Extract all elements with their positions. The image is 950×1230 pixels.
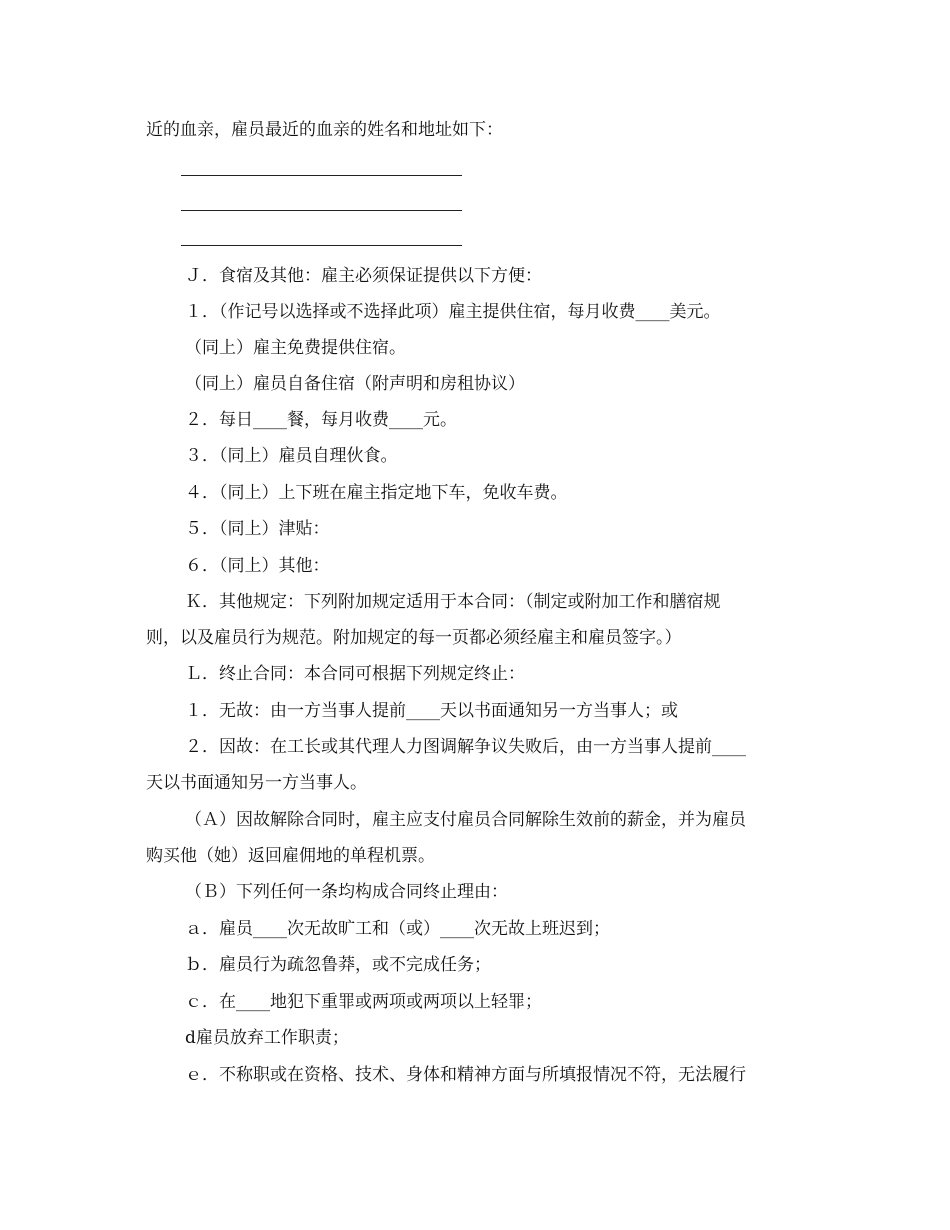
text-line: 购买他（她）返回雇佣地的单程机票。 — [146, 846, 435, 866]
text-line: ６．（同上）其他： — [185, 556, 330, 576]
text-line: （Ａ）因故解除合同时，雇主应支付雇员合同解除生效前的薪金，并为雇员 — [185, 810, 746, 830]
text-line: ｅ．不称职或在资格、技术、身体和精神方面与所填报情况不符，无法履行 — [185, 1065, 746, 1085]
text-line: １．无故：由一方当事人提前____天以书面通知另一方当事人；或 — [185, 701, 678, 721]
text-line: ３．（同上）雇员自理伙食。 — [185, 446, 398, 466]
text-line: ５．（同上）津贴： — [185, 519, 330, 539]
text-line: ２．每日____餐，每月收费____元。 — [185, 410, 457, 430]
text-line: ｂ．雇员行为疏忽鲁莽，或不完成任务； — [185, 955, 491, 975]
text-line: （同上）雇主免费提供住宿。 — [185, 338, 406, 358]
section-j-heading: Ｊ．食宿及其他：雇主必须保证提供以下方便： — [185, 266, 542, 286]
text-line: d雇员放弃工作职责； — [185, 1028, 349, 1048]
text-line: ｃ．在____地犯下重罪或两项或两项以上轻罪； — [185, 992, 542, 1012]
section-l-heading: Ｌ．终止合同：本合同可根据下列规定终止： — [185, 664, 525, 684]
text-line: （同上）雇员自备住宿（附声明和房租协议） — [185, 374, 525, 394]
text-line: （Ｂ）下列任何一条均构成合同终止理由： — [185, 882, 508, 902]
text-line: 则，以及雇员行为规范。附加规定的每一页都必须经雇主和雇员签字。） — [146, 628, 682, 648]
section-k-heading: Ｋ．其他规定：下列附加规定适用于本合同：（制定或附加工作和膳宿规 — [185, 592, 721, 612]
blank-line — [181, 210, 462, 211]
blank-line — [181, 245, 462, 246]
text-line: ４．（同上）上下班在雇主指定地下车，免收车费。 — [185, 483, 568, 503]
blank-line — [181, 175, 462, 176]
text-line: 近的血亲，雇员最近的血亲的姓名和地址如下： — [146, 120, 503, 140]
text-line: ２．因故：在工长或其代理人力图调解争议失败后，由一方当事人提前____ — [185, 737, 746, 757]
text-line: 天以书面通知另一方当事人。 — [146, 773, 367, 793]
text-line: ａ．雇员____次无故旷工和（或）____次无故上班迟到； — [185, 919, 610, 939]
text-line: １．（作记号以选择或不选择此项）雇主提供住宿，每月收费____美元。 — [185, 302, 721, 322]
